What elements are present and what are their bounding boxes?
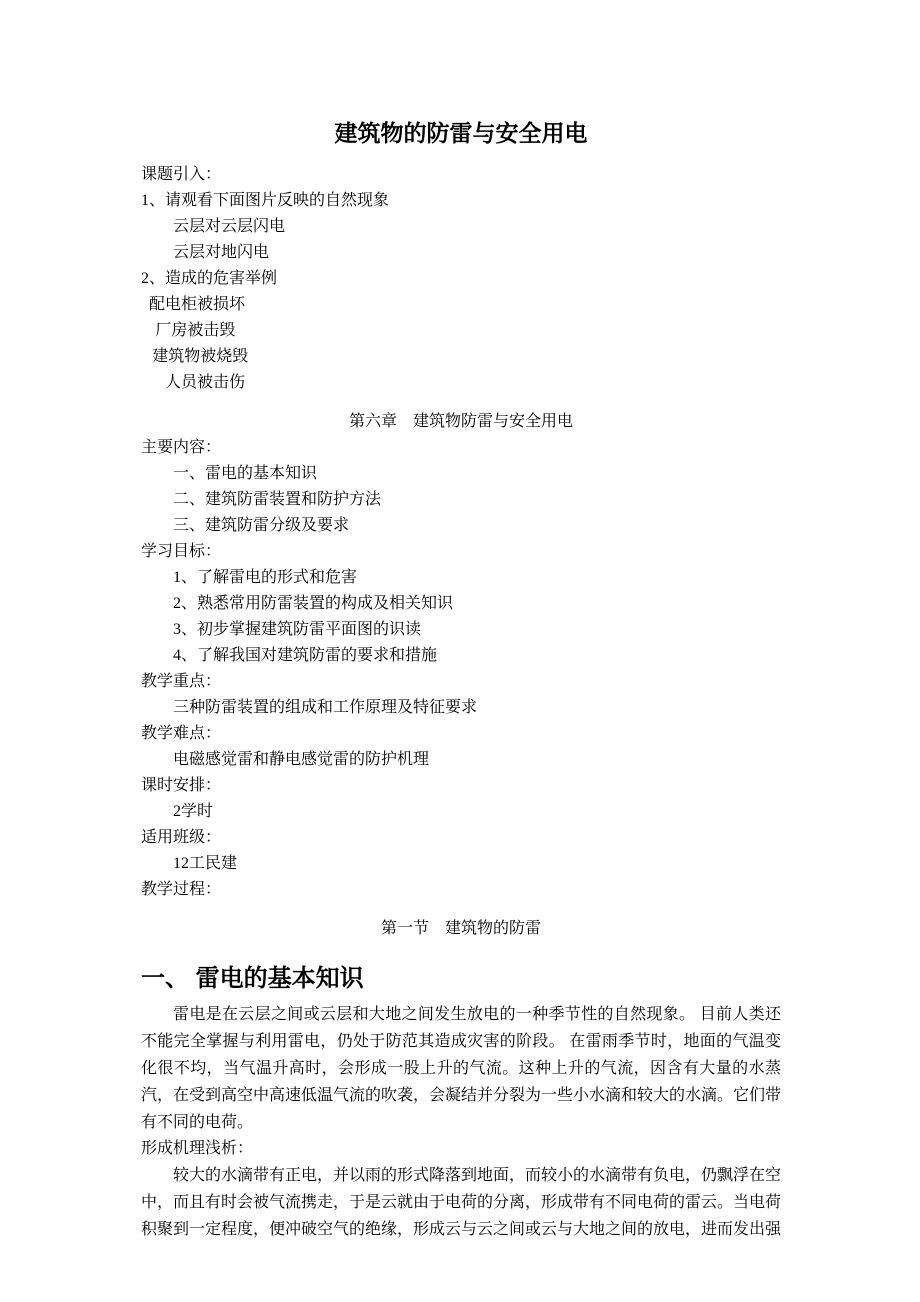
- text-line: 三、建筑防雷分级及要求: [173, 517, 350, 534]
- document-lines: [141, 162, 781, 1243]
- text-line: 3、初步掌握建筑防雷平面图的识读: [173, 621, 422, 638]
- text-line: 课时安排：: [141, 777, 222, 794]
- text-line: 教学重点：: [141, 673, 222, 690]
- text-line: 2学时: [173, 803, 214, 820]
- text-line: 4、了解我国对建筑防雷的要求和措施: [173, 647, 438, 664]
- document-title: 建筑物的防雷与安全用电: [334, 120, 588, 146]
- body-paragraph: 雷电是在云层之间或云层和大地之间发生放电的一种季节性的自然现象。 目前人类还不能完全掌握与利用雷电，仍处于防范其造成灾害的阶段。 在雷雨季节时，地面的气温变化很不均，当气温升高时，会形成一股上升的气流。这种上升的气流，因含有大量的水蒸汽，在受到高空中高速低温气流的吹袭，会凝结并分裂为一些小水滴和较大的水滴。它们带有不同的电荷。: [141, 1006, 782, 1131]
- text-line: 建筑物被烧毁: [152, 348, 249, 365]
- text-line: 课题引入：: [141, 166, 222, 183]
- text-line: 2、造成的危害举例: [141, 270, 278, 287]
- blank-line: [141, 396, 781, 409]
- text-line: 12工民建: [173, 855, 238, 872]
- text-line: 适用班级：: [141, 829, 222, 846]
- text-line: 云层对地闪电: [173, 244, 270, 261]
- text-line: 三种防雷装置的组成和工作原理及特征要求: [173, 699, 478, 716]
- centered-line: 第六章 建筑物防雷与安全用电: [348, 413, 573, 430]
- text-line: 云层对云层闪电: [173, 218, 286, 235]
- blank-line: [141, 903, 781, 916]
- blank-line: [141, 942, 781, 955]
- centered-line: 第一节 建筑物的防雷: [380, 920, 541, 937]
- body-paragraph: 较大的水滴带有正电，并以雨的形式降落到地面，而较小的水滴带有负电，仍飘浮在空中，而且有时会被气流携走，于是云就由于电荷的分离，形成带有不同电荷的雷云。当电荷积聚到一定程度，便冲破空气的绝缘，形成云与云之间或云与大地之间的放电，进而发出强: [141, 1167, 782, 1238]
- text-line: 主要内容：: [141, 439, 222, 456]
- text-line: 配电柜被损坏: [149, 296, 246, 313]
- text-line: 电磁感觉雷和静电感觉雷的防护机理: [173, 751, 430, 768]
- text-line: 形成机理浅析：: [141, 1140, 254, 1157]
- text-line: 一、雷电的基本知识: [173, 465, 318, 482]
- text-line: 2、熟悉常用防雷装置的构成及相关知识: [173, 595, 454, 612]
- text-line: 教学难点：: [141, 725, 222, 742]
- text-line: 1、请观看下面图片反映的自然现象: [141, 192, 390, 209]
- text-line: 学习目标：: [141, 543, 222, 560]
- text-line: 教学过程：: [141, 881, 222, 898]
- text-line: 二、建筑防雷装置和防护方法: [173, 491, 382, 508]
- text-line: 1、了解雷电的形式和危害: [173, 569, 358, 586]
- section-heading: 一、 雷电的基本知识: [141, 965, 364, 992]
- text-line: 人员被击伤: [165, 374, 246, 391]
- text-line: 厂房被击毁: [155, 322, 236, 339]
